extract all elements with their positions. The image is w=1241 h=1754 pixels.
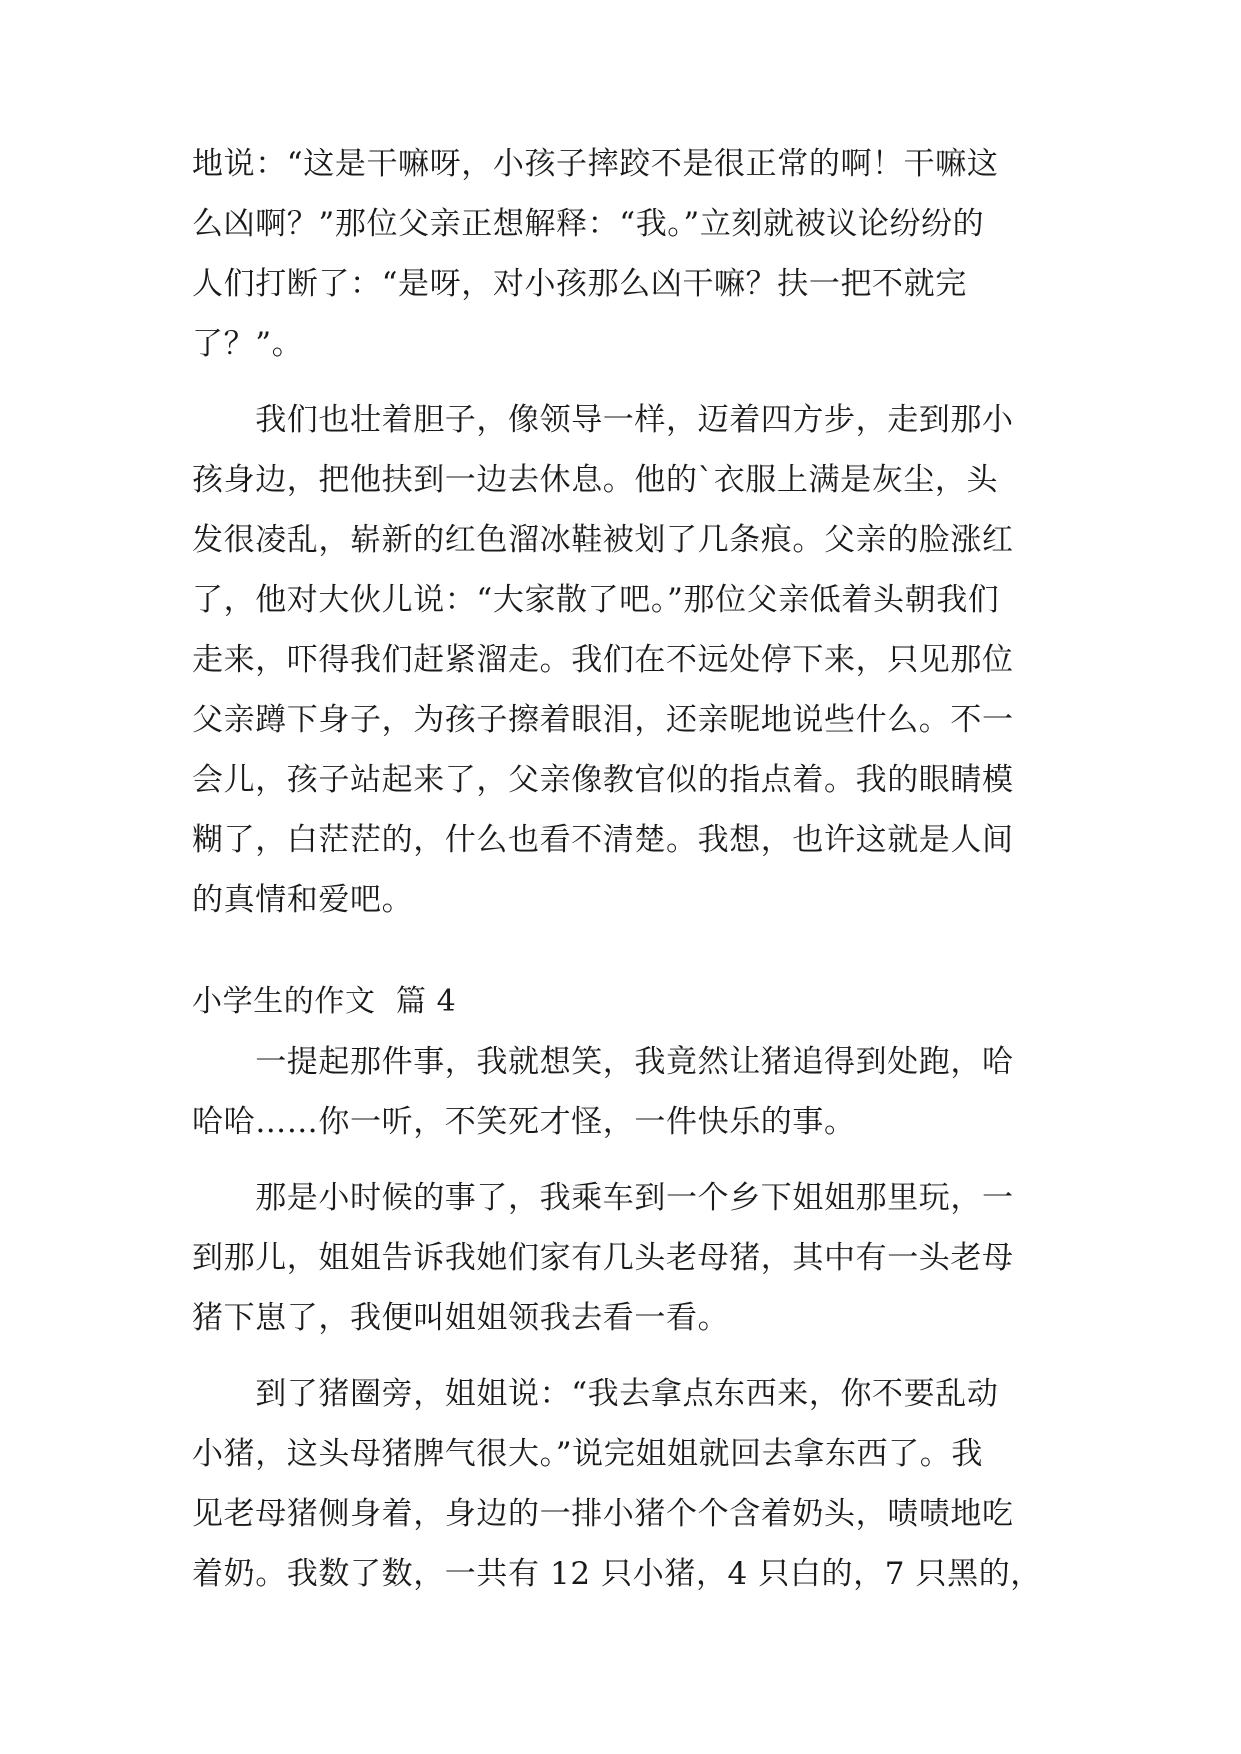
text-line: 猪下崽了，我便叫姐姐领我去看一看。: [192, 1300, 730, 1336]
text-line: 了，他对大伙儿说：“大家散了吧。”那位父亲低着头朝我们: [192, 582, 1000, 618]
text-line: 么凶啊？”那位父亲正想解释：“我。”立刻就被议论纷纷的: [192, 206, 985, 242]
text-line: 会儿，孩子站起来了，父亲像教官似的指点着。我的眼睛模: [192, 762, 1014, 798]
text-line: 了？”。: [192, 326, 304, 362]
text-line: 到那儿，姐姐告诉我她们家有几头老母猪，其中有一头老母: [192, 1240, 1014, 1276]
text-line: 的真情和爱吧。: [192, 882, 414, 918]
text-line: 见老母猪侧身着，身边的一排小猪个个含着奶头，啧啧地吃: [192, 1496, 1014, 1532]
text-line: 发很凌乱，崭新的红色溜冰鞋被划了几条痕。父亲的脸涨红: [192, 522, 1014, 558]
text-line: 人们打断了：“是呀，对小孩那么凶干嘛？扶一把不就完: [192, 266, 967, 302]
text-line: 糊了，白茫茫的，什么也看不清楚。我想，也许这就是人间: [192, 822, 1014, 858]
text-line: 父亲蹲下身子，为孩子擦着眼泪，还亲昵地说些什么。不一: [192, 702, 1014, 738]
text-line: 哈哈……你一听，不笑死才怪，一件快乐的事。: [192, 1104, 856, 1140]
text-line: 地说：“这是干嘛呀，小孩子摔跤不是很正常的啊！干嘛这: [192, 146, 999, 182]
text-line: 孩身边，把他扶到一边去休息。他的`衣服上满是灰尘，头: [192, 462, 999, 498]
text-line: 我们也壮着胆子，像领导一样，迈着四方步，走到那小: [192, 402, 1014, 438]
text-line: 小猪，这头母猪脾气很大。”说完姐姐就回去拿东西了。我: [192, 1436, 983, 1472]
text-line: 那是小时候的事了，我乘车到一个乡下姐姐那里玩，一: [192, 1180, 1014, 1216]
text-line: 着奶。我数了数，一共有 12 只小猪，4 只白的，7 只黑的，: [192, 1556, 1042, 1592]
section-heading: 小学生的作文 篇 4: [192, 984, 457, 1019]
text-line: 走来，吓得我们赶紧溜走。我们在不远处停下来，只见那位: [192, 642, 1014, 678]
text-line: 一提起那件事，我就想笑，我竟然让猪追得到处跑，哈: [192, 1044, 1014, 1080]
text-line: 到了猪圈旁，姐姐说：“我去拿点东西来，你不要乱动: [192, 1376, 999, 1412]
